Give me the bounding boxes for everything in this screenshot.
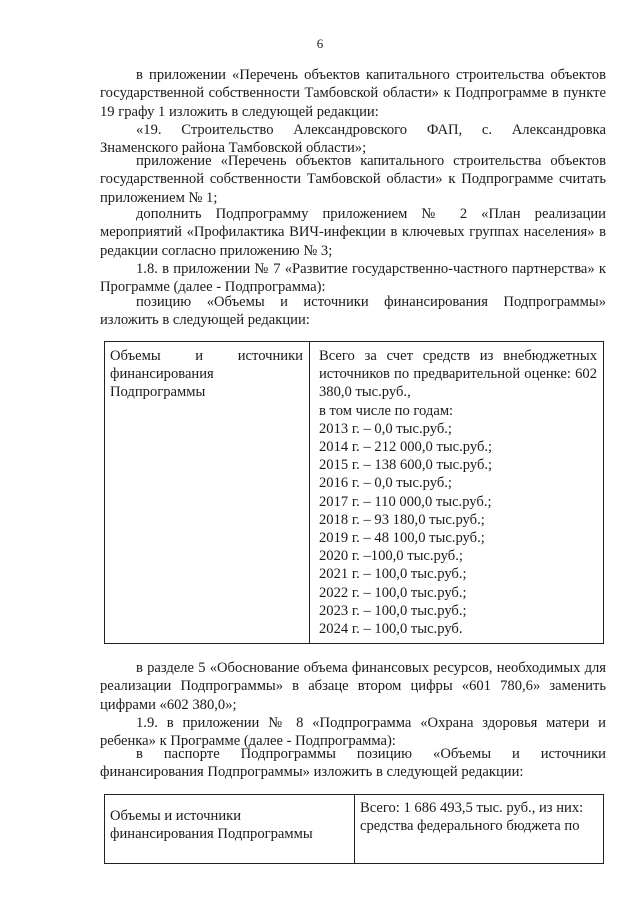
paragraph-section-1-8: 1.8. в приложении № 7 «Развитие государственно-частного партнерства» к Программе (далее - Подпрограмма): bbox=[100, 261, 606, 296]
paragraph-position-edit: позицию «Объемы и источники финансирования Подпрограммы» изложить в следующей редакции: bbox=[100, 294, 606, 329]
financing-year-row: 2017 г. – 110 000,0 тыс.руб.; bbox=[319, 493, 492, 510]
passport-values-cell: Всего: 1 686 493,5 тыс. руб., из них: средства федерального бюджета по bbox=[355, 795, 604, 864]
financing-year-row: 2023 г. – 100,0 тыс.руб.; bbox=[319, 602, 467, 619]
passport-label-cell: Объемы и источники финансирования Подпрограммы bbox=[105, 795, 355, 864]
financing-table bbox=[104, 341, 604, 644]
financing-year-row: 2019 г. – 48 100,0 тыс.руб.; bbox=[319, 530, 485, 547]
financing-year-row: 2020 г. –100,0 тыс.руб.; bbox=[319, 548, 463, 565]
financing-by-years-label: в том числе по годам: bbox=[319, 402, 454, 419]
financing-year-row: 2021 г. – 100,0 тыс.руб.; bbox=[319, 566, 467, 583]
paragraph-section-5: в разделе 5 «Обоснование объема финансовых ресурсов, необходимых для реализации Подпрограммы» в абзаце втором цифры «601 780,6» заменить цифрами «602 380,0»; bbox=[100, 660, 606, 713]
financing-year-row: 2016 г. – 0,0 тыс.руб.; bbox=[319, 475, 452, 492]
financing-total-text: Всего за счет средств из внебюджетных источников по предварительной оценке: 602 380,0 тыс.руб., bbox=[319, 348, 597, 401]
paragraph-item-19: «19. Строительство Александровского ФАП, с. Александровка Знаменского района Тамбовской области»; bbox=[100, 122, 606, 157]
paragraph-passport-edit: в паспорте Подпрограммы позицию «Объемы и источники финансирования Подпрограммы» изложить в следующей редакции: bbox=[100, 746, 606, 781]
financing-year-row: 2022 г. – 100,0 тыс.руб.; bbox=[319, 584, 467, 601]
financing-year-row: 2013 г. – 0,0 тыс.руб.; bbox=[319, 420, 452, 437]
financing-label-cell: Объемы и источники финансирования Подпрограммы bbox=[105, 342, 310, 644]
paragraph-add-appendix: дополнить Подпрограмму приложением № 2 «План реализации мероприятий «Профилактика ВИЧ-инфекции в ключевых группах населения» в редакции согласно приложению № 3; bbox=[100, 206, 606, 259]
financing-values-cell bbox=[310, 342, 604, 644]
paragraph-section-1-9: 1.9. в приложении № 8 «Подпрограмма «Охрана здоровья матери и ребенка» к Программе (далее - Подпрограмма): bbox=[100, 715, 606, 750]
financing-year-row: 2015 г. – 138 600,0 тыс.руб.; bbox=[319, 457, 493, 474]
financing-year-row: 2014 г. – 212 000,0 тыс.руб.; bbox=[319, 439, 493, 456]
passport-financing-table bbox=[104, 794, 604, 864]
financing-year-row: 2018 г. – 93 180,0 тыс.руб.; bbox=[319, 511, 485, 528]
paragraph-appendix-rename: приложение «Перечень объектов капитального строительства объектов государственной собственности Тамбовской области» к Подпрограмме считать приложением № 1; bbox=[100, 153, 606, 206]
paragraph-appendix-list: в приложении «Перечень объектов капитального строительства объектов государственной собственности Тамбовской области» к Подпрограмме в пункте 19 графу 1 изложить в следующей редакции: bbox=[100, 67, 606, 120]
financing-year-row: 2024 г. – 100,0 тыс.руб. bbox=[319, 621, 463, 638]
page-number: 6 bbox=[316, 36, 324, 51]
